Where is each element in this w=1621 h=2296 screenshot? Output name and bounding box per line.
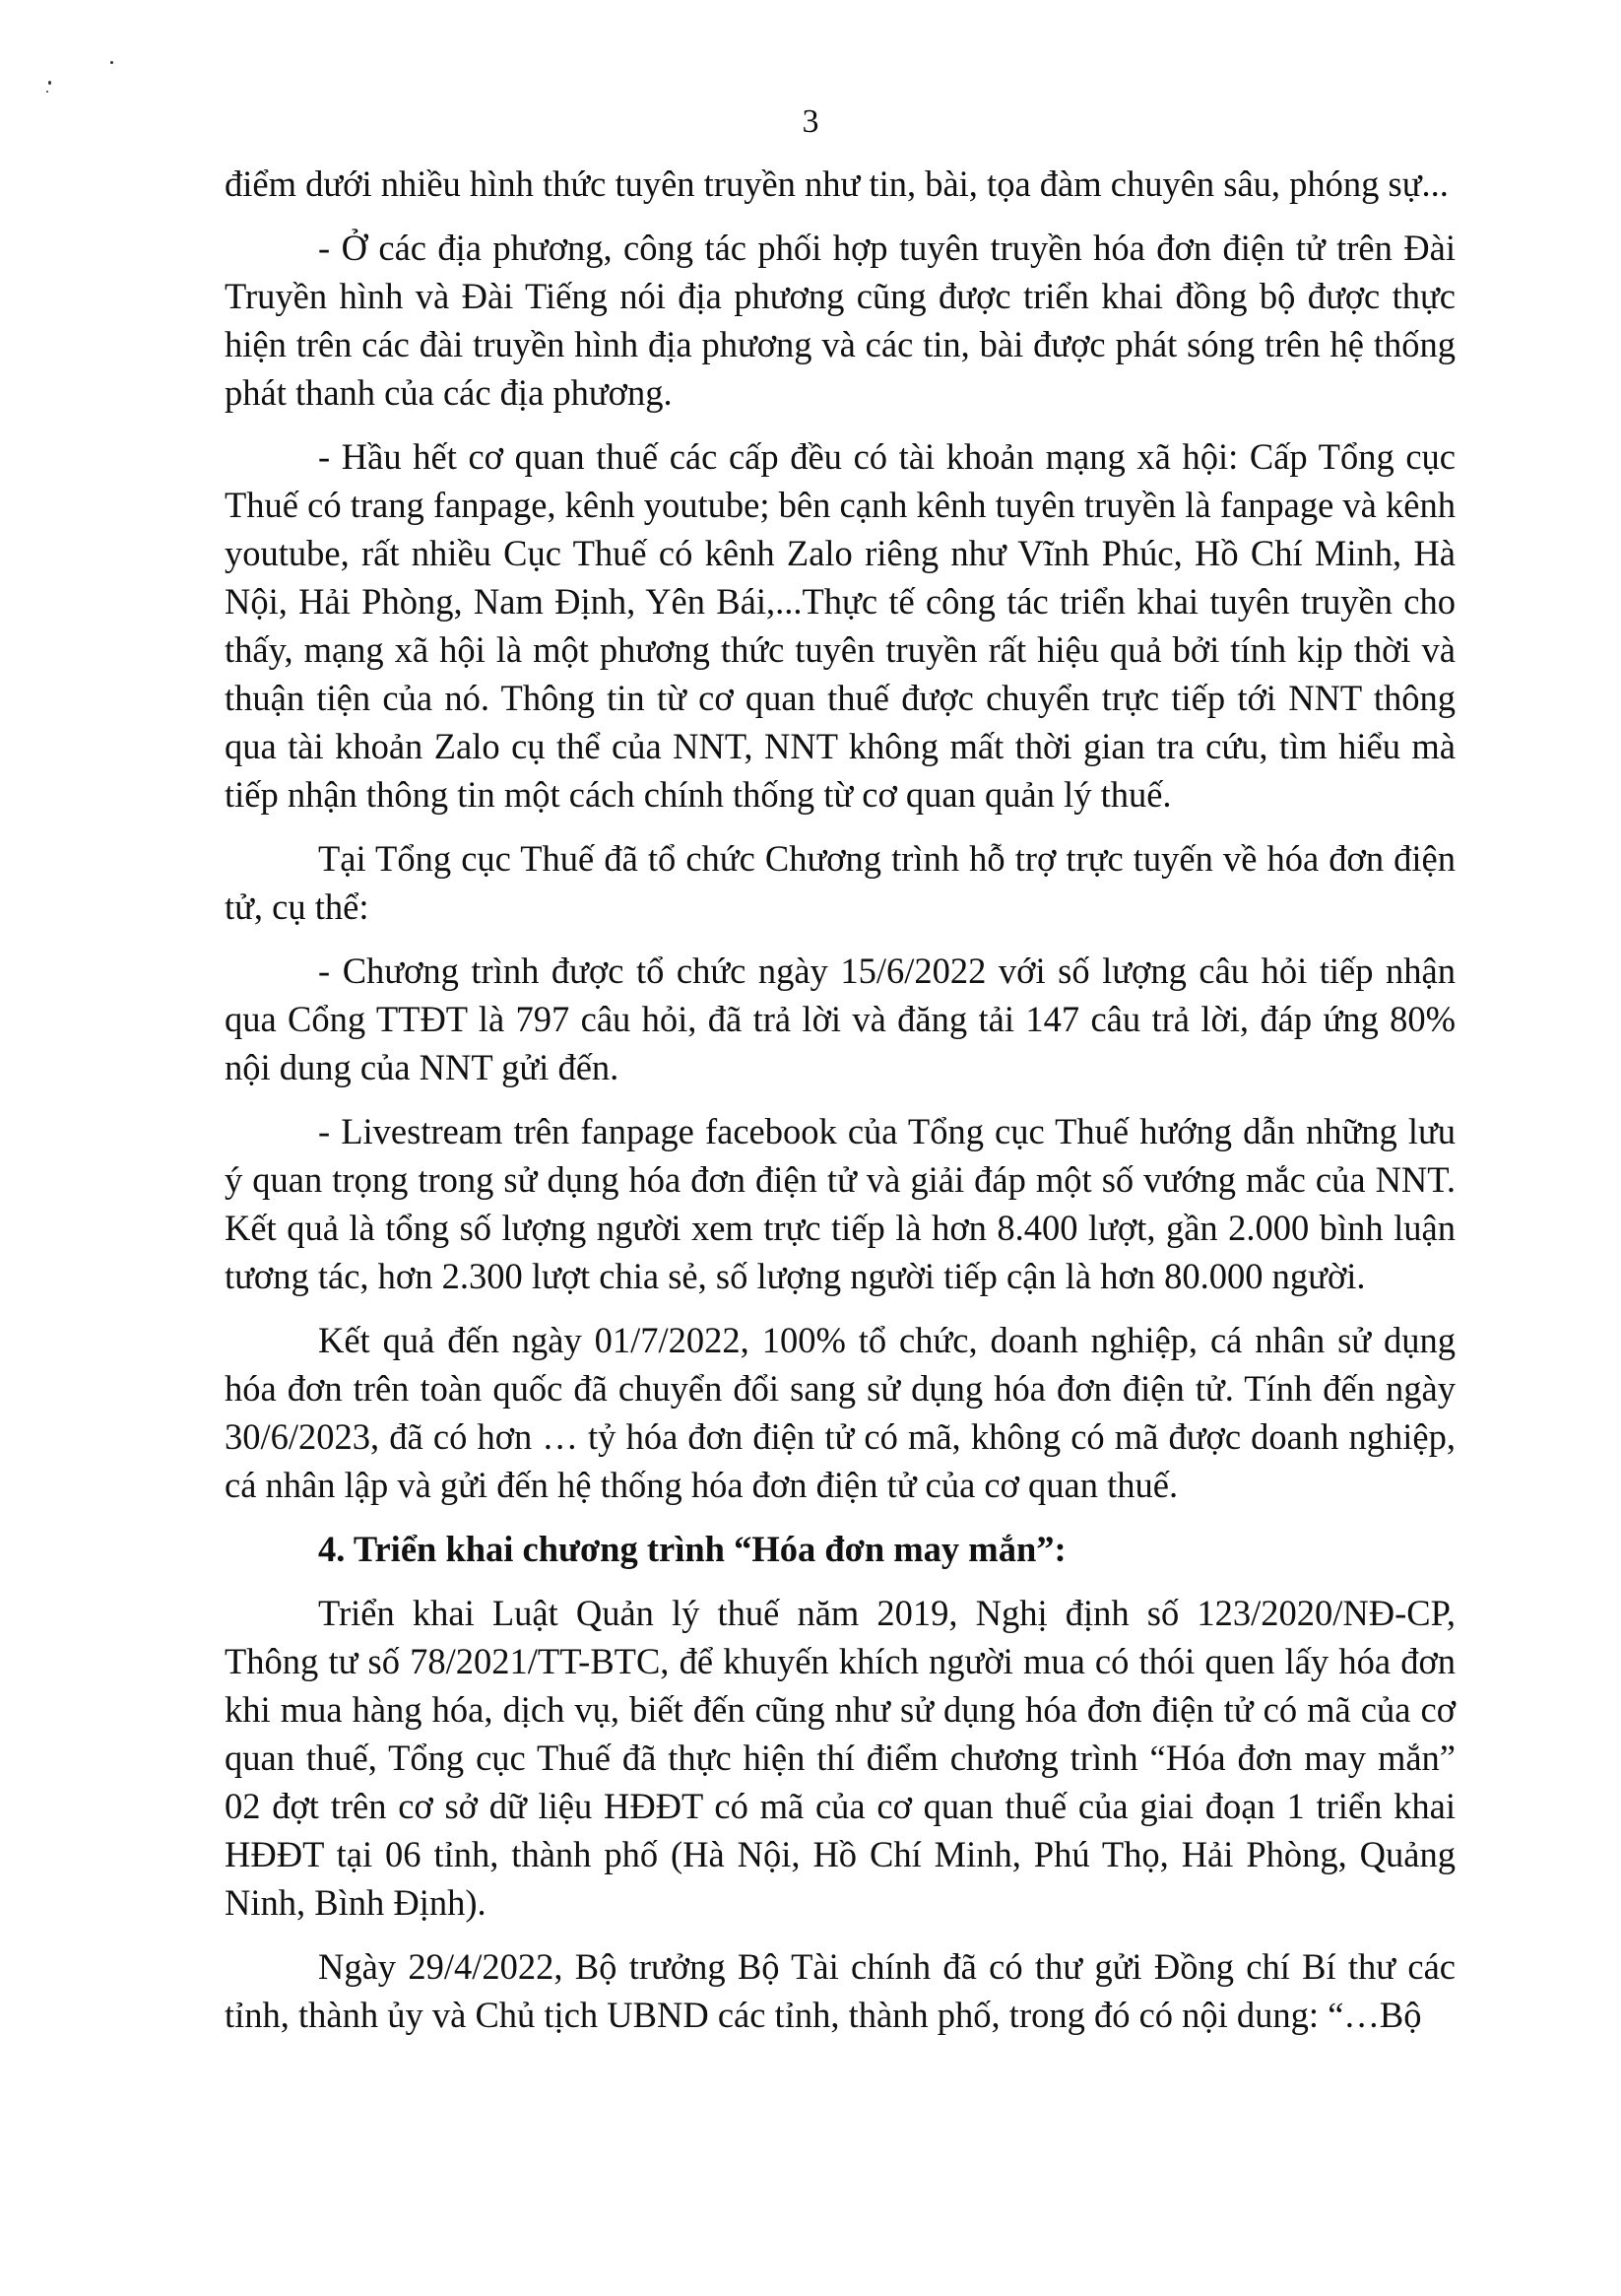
document-body <box>225 160 1456 2055</box>
paragraph-continued: điểm dưới nhiều hình thức tuyên truyền như tin, bài, tọa đàm chuyên sâu, phóng sự... <box>225 164 1449 204</box>
scan-speck <box>46 91 48 93</box>
paragraph-program-details: - Chương trình được tổ chức ngày 15/6/2022 với số lượng câu hỏi tiếp nhận qua Cổng TTĐT là 797 câu hỏi, đã trả lời và đăng tải 147 câu trả lời, đáp ứng 80% nội dung của NNT gửi đến. <box>225 951 1456 1087</box>
paragraph-local-broadcast: - Ở các địa phương, công tác phối hợp tuyên truyền hóa đơn điện tử trên Đài Truyền hình và Đài Tiếng nói địa phương cũng được triển khai đồng bộ được thực hiện trên các đài truyền hình địa phương và các tin, bài được phát sóng trên hệ thống phát thanh của các địa phương. <box>225 228 1456 413</box>
scan-speck <box>110 61 113 64</box>
paragraph-lucky-invoice: Triển khai Luật Quản lý thuế năm 2019, Nghị định số 123/2020/NĐ-CP, Thông tư số 78/2021/TT-BTC, để khuyến khích người mua có thói quen lấy hóa đơn khi mua hàng hóa, dịch vụ, biết đến cũng như sử dụng hóa đơn điện tử có mã của cơ quan thuế, Tổng cục Thuế đã thực hiện thí điểm chương trình “Hóa đơn may mắn” 02 đợt trên cơ sở dữ liệu HĐĐT có mã của cơ quan thuế của giai đoạn 1 triển khai HĐĐT tại 06 tỉnh, thành phố (Hà Nội, Hồ Chí Minh, Phú Thọ, Hải Phòng, Quảng Ninh, Bình Định). <box>225 1593 1456 1923</box>
paragraph-livestream: - Livestream trên fanpage facebook của Tổng cục Thuế hướng dẫn những lưu ý quan trọng trong sử dụng hóa đơn điện tử và giải đáp một số vướng mắc của NNT. Kết quả là tổng số lượng người xem trực tiếp là hơn 8.400 lượt, gần 2.000 bình luận tương tác, hơn 2.300 lượt chia sẻ, số lượng người tiếp cận là hơn 80.000 người. <box>225 1111 1456 1296</box>
page-number: 3 <box>802 103 819 140</box>
section-heading: 4. Triển khai chương trình “Hóa đơn may mắn”: <box>318 1529 1067 1569</box>
paragraph-online-support: Tại Tổng cục Thuế đã tổ chức Chương trình hỗ trợ trực tuyến về hóa đơn điện tử, cụ thể: <box>225 838 1456 927</box>
paragraph-social-media: - Hầu hết cơ quan thuế các cấp đều có tài khoản mạng xã hội: Cấp Tổng cục Thuế có trang fanpage, kênh youtube; bên cạnh kênh tuyên truyền là fanpage và kênh youtube, rất nhiều Cục Thuế có kênh Zalo riêng như Vĩnh Phúc, Hồ Chí Minh, Hà Nội, Hải Phòng, Nam Định, Yên Bái,...Thực tế công tác triển khai tuyên truyền cho thấy, mạng xã hội là một phương thức tuyên truyền rất hiệu quả bởi tính kịp thời và thuận tiện của nó. Thông tin từ cơ quan thuế được chuyển trực tiếp tới NNT thông qua tài khoản Zalo cụ thể của NNT, NNT không mất thời gian tra cứu, tìm hiểu mà tiếp nhận thông tin một cách chính thống từ cơ quan quản lý thuế. <box>225 436 1456 815</box>
paragraph-ministry-letter: Ngày 29/4/2022, Bộ trưởng Bộ Tài chính đã có thư gửi Đồng chí Bí thư các tỉnh, thành ủy và Chủ tịch UBND các tỉnh, thành phố, trong đó có nội dung: “…Bộ <box>225 1946 1456 2035</box>
scan-speck <box>48 81 51 85</box>
paragraph-results: Kết quả đến ngày 01/7/2022, 100% tổ chức, doanh nghiệp, cá nhân sử dụng hóa đơn trên toàn quốc đã chuyển đổi sang sử dụng hóa đơn điện tử. Tính đến ngày 30/6/2023, đã có hơn … tỷ hóa đơn điện tử có mã, không có mã được doanh nghiệp, cá nhân lập và gửi đến hệ thống hóa đơn điện tử của cơ quan thuế. <box>225 1320 1456 1505</box>
